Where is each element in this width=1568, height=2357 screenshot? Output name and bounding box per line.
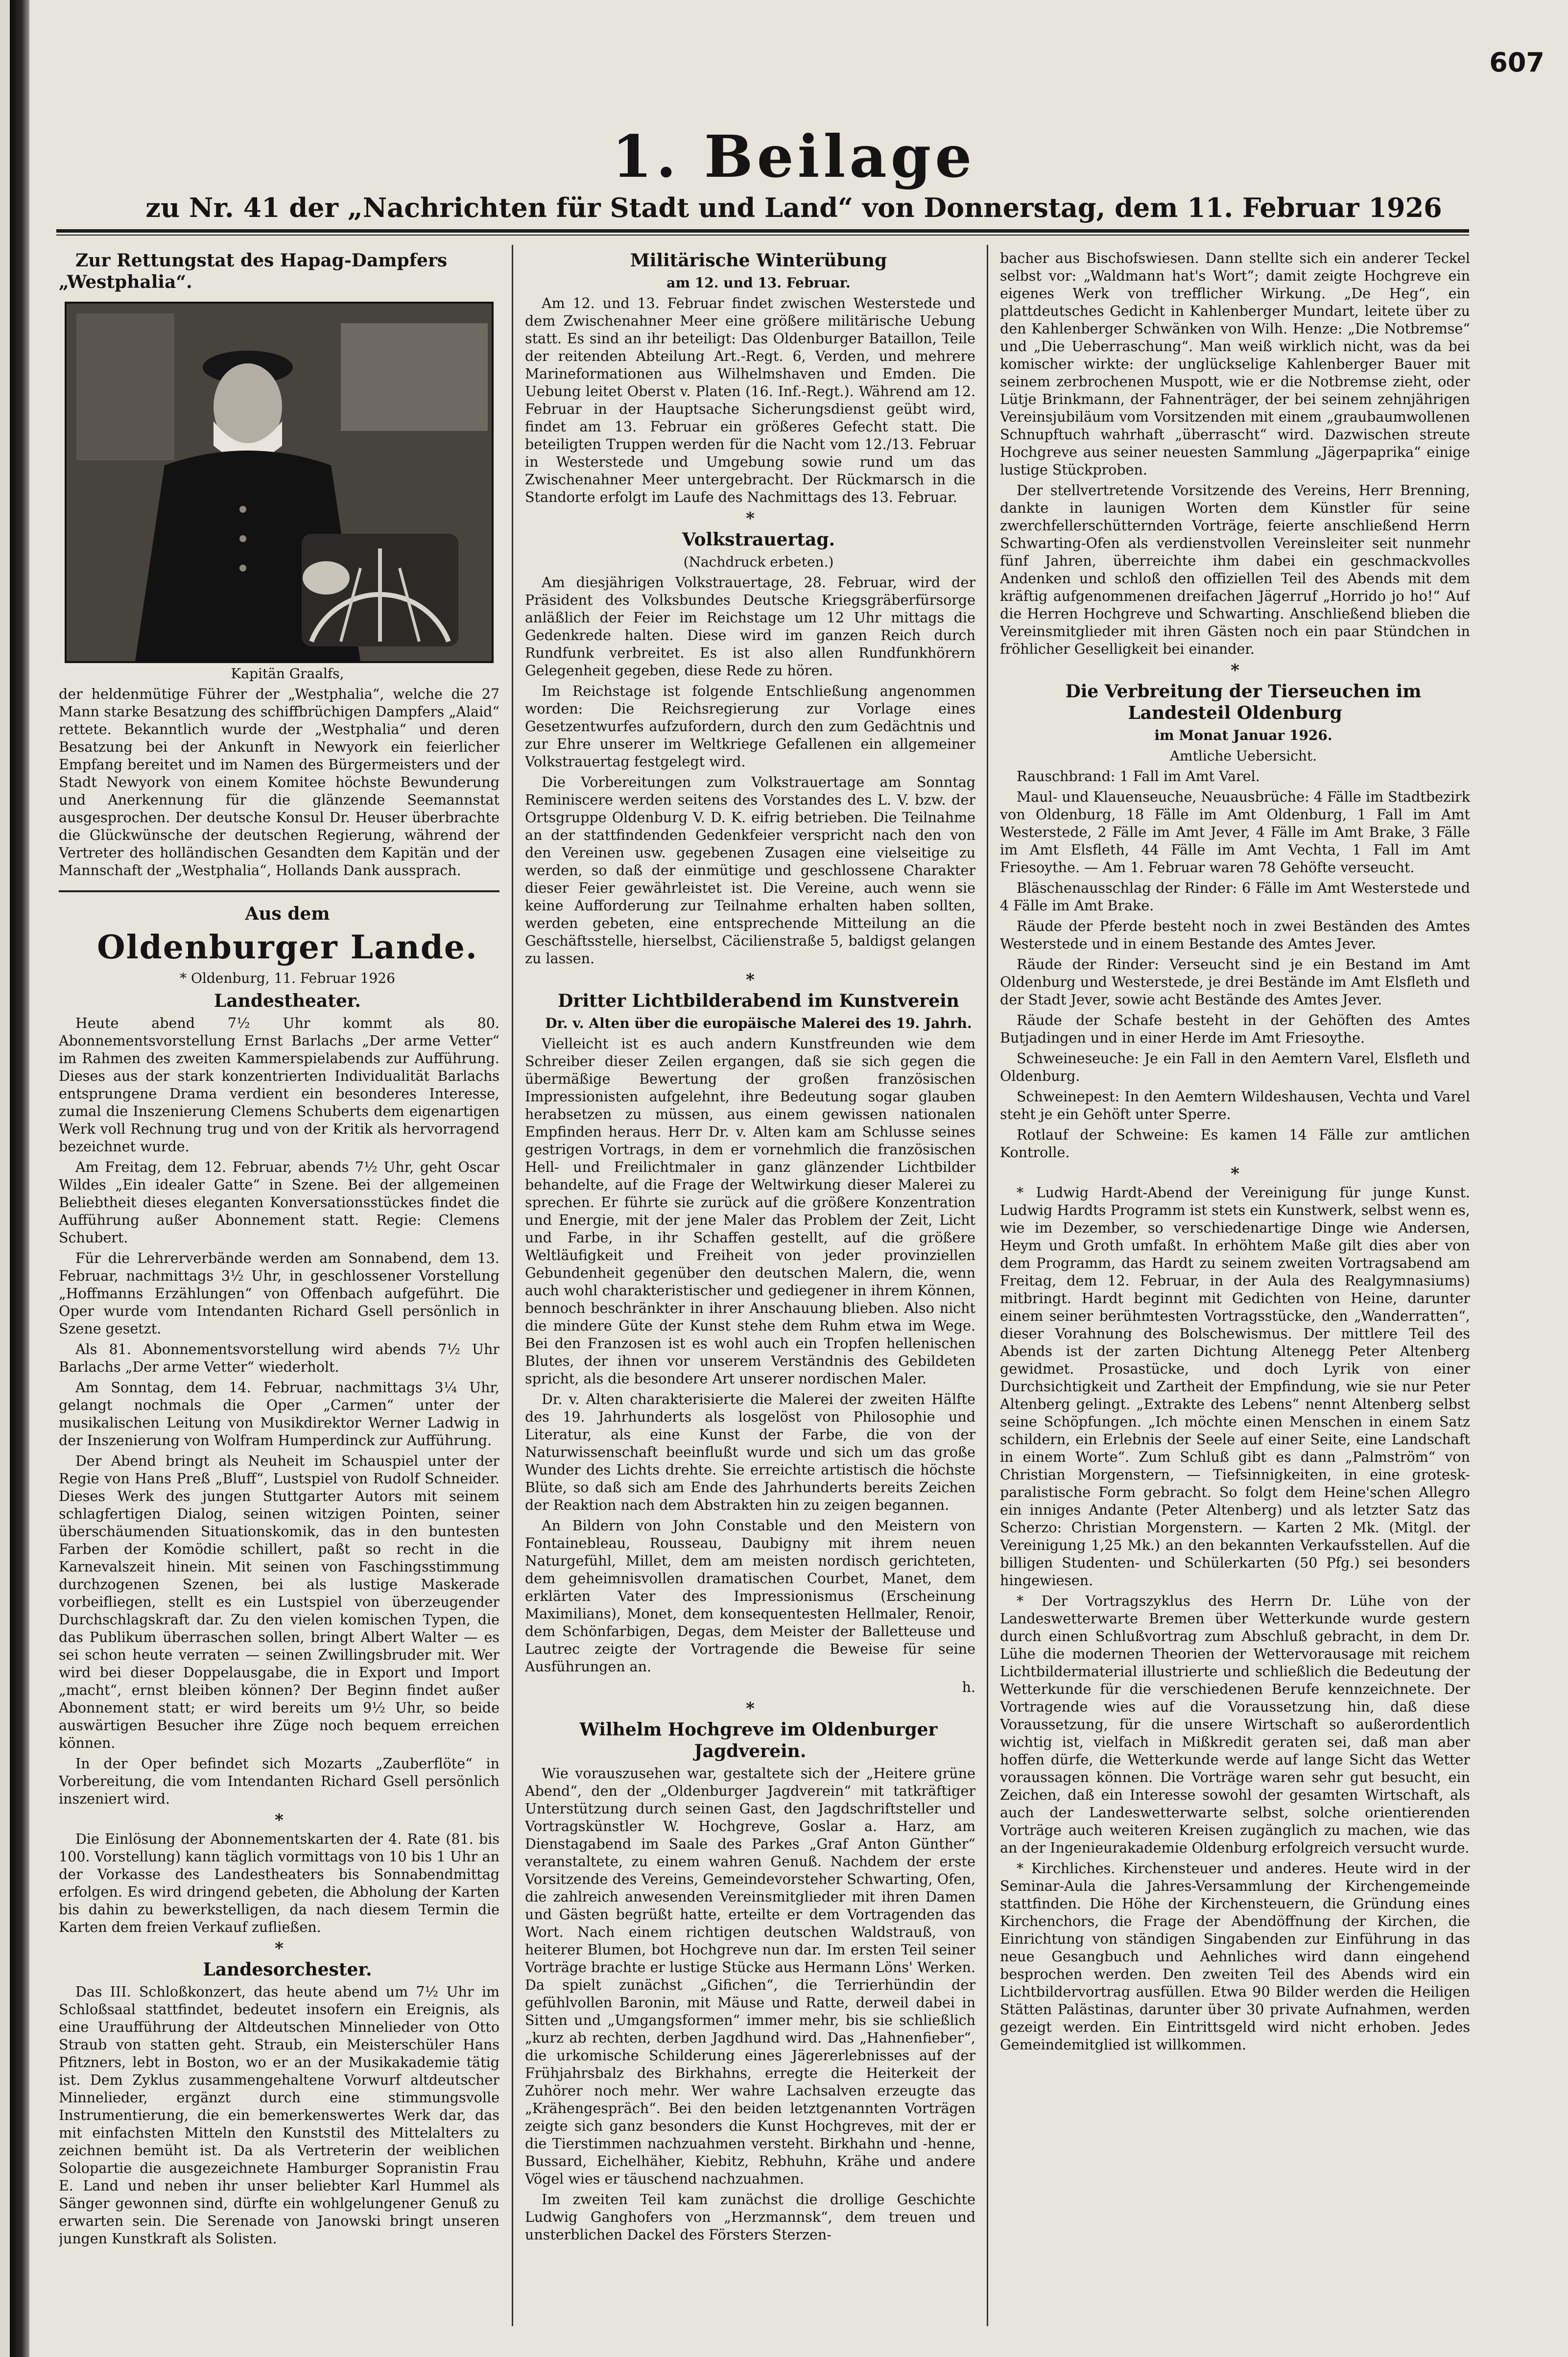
article-note: (Nachdruck erbeten.) xyxy=(683,554,834,570)
article-hunting-continued xyxy=(1000,250,1470,658)
article-military xyxy=(525,250,975,506)
paragraph: Heute abend 7½ Uhr kommt als 80. Abonnementsvorstellung Ernst Barlachs „Der arme Vetter“ im Rahmen des zweiten Kammerspielabends zur Aufführung. Dieses aus der stark konzentrierten Individualität Barlachs entsprungene Drama verdient ein besonderes Interesse, zumal die Inszenierung Clemens Schuberts dem eigenartigen Werk voll Rechnung trug und von der Kritik als hervorragend bezeichnet wurde. xyxy=(59,1015,499,1155)
paragraph: Bläschenausschlag der Rinder: 6 Fälle im Amt Westerstede und 4 Fälle im Amt Brake. xyxy=(1000,880,1470,914)
separator-star: * xyxy=(275,1810,284,1830)
article-heading: Landesorchester. xyxy=(203,1959,372,1980)
column-1 xyxy=(59,250,499,2326)
separator-star: * xyxy=(746,970,755,990)
paragraph: Im zweiten Teil kam zunächst die drollige Geschichte Ludwig Ganghofers von „Herzmannsk“, dem treuen und unsterblichen Dackel des Försters Sterzen- xyxy=(525,2191,975,2243)
paragraph: Am Freitag, dem 12. Februar, abends 7½ Uhr, geht Oscar Wildes „Ein idealer Gatte“ in Szene. Bei der allgemeinen Beliebtheit dieses eleganten Konversationsstückes findet die Aufführung außer Abonnement statt. Regie: Clemens Schubert. xyxy=(59,1159,499,1246)
photo-caption-name: Kapitän Graalfs, xyxy=(231,666,344,682)
article-subheading: Dr. v. Alten über die europäische Malerei des 19. Jahrh. xyxy=(545,1015,972,1031)
paragraph: * Kirchliches. Kirchensteuer und anderes. Heute wird in der Seminar-Aula die Jahres-Versammlung der Kirchengemeinde stattfinden. Die Höhe der Kirchensteuern, die Gründung eines Kirchenchors, die Frage der Abendöffnung der Kirchen, die Einrichtung von ständigen Singabenden zur Einführung in das neue Gesangbuch und Aehnliches wird dann eingehend besprochen werden. Den zweiten Teil des Abends wird ein Lichtbildervortrag ausfüllen. Etwa 90 Bilder werden die Heiligen Stätten Palästinas, darunter über 30 private Aufnahmen, werden gezeigt werden. Ein Eintrittsgeld wird nicht erhoben. Jedes Gemeindemitglied ist willkommen. xyxy=(1000,1860,1470,2053)
article-note: Amtliche Uebersicht. xyxy=(1169,748,1317,764)
article-heading: Zur Rettungstat des Hapag-Dampfers „Westphalia“. xyxy=(59,250,448,292)
paragraph: Im Reichstage ist folgende Entschließung angenommen worden: Die Reichsregierung zur Vorlage eines Gesetzentwurfes aufzufordern, durch den zum Gedächtnis und zur Ehre unserer im Weltkriege Gefallenen ein allgemeiner Volkstrauertag festgelegt wird. xyxy=(525,683,975,770)
paragraph: An Bildern von John Constable und den Meistern von Fontainebleau, Rousseau, Daubigny mit ihrem neuen Naturgefühl, Millet, dem am meisten nordisch gerichteten, dem geheimnisvollen dramatischen Courbet, Manet, dem erklärten Vater des Impressionismus (Erscheinung Maximilians), Monet, dem konsequentesten Hellmaler, Renoir, dem Schönfarbigen, Degas, dem Meister der Balletteuse und Lautrec zeigte der Vortragende die Beweise für seine Ausführungen an. xyxy=(525,1518,975,1675)
masthead-rule xyxy=(56,229,1469,236)
separator-star: * xyxy=(1231,1164,1239,1184)
article-orchestra xyxy=(59,1959,499,2248)
section-heading-small: Aus dem xyxy=(245,904,330,924)
section-heading-big: Oldenburger Lande. xyxy=(97,928,478,966)
paragraph: * Ludwig Hardt-Abend der Vereinigung für junge Kunst. Ludwig Hardts Programm ist stets ein Kunstwerk, selbst wenn es, wie im Dezember, so verschiedenartige Dinge wie Andersen, Heym und Groth umfaßt. In erhöhtem Maße gilt dies aber von dem Programm, das Hardt zu seinem zweiten Vortragsabend am Freitag, dem 12. Februar, in der Aula des Realgymnasiums) mitbringt. Hardt beginnt mit Gedichten von Heine, darunter einem seiner berühmtesten Vortragsstücke, den „Wanderratten“, dieser Vorahnung des Bolschewismus. Der mittlere Teil des Abends ist der zarten Dichtung Altenegg Peter Altenberg gewidmet. Prosastücke, und doch Lyrik von einer Durchsichtigkeit und Zartheit der Empfindung, wie sie nur Peter Altenberg gelingt. „Extrakte des Lebens“ nennt Altenberg selbst seine Schöpfungen. „Ich möchte einen Menschen in einem Satz schildern, ein Erlebnis der Seele auf einer Seite, eine Landschaft in einem Worte“. Zum Schluß gibt es dann „Palmström“ von Christian Morgenstern, — Tiefsinnigkeiten, in eine grotesk-paralistische Form gebracht. So folgt dem Heine'schen Allegro ein inniges Andante (Peter Altenberg) und als letzter Satz das Scherzo: Christian Morgenstern. — Karten 2 Mk. (Mitgl. der Vereinigung 1,25 Mk.) an den bekannten Verkaufsstellen. Auf die billigen Studenten- und Schülerkarten (50 Pfg.) sei besonders hingewiesen. xyxy=(1000,1185,1470,1589)
paragraph: Räude der Schafe besteht in der Gehöften des Amtes Butjadingen und in einer Herde im Amt Friesoythe. xyxy=(1000,1012,1470,1046)
article-subheading: im Monat Januar 1926. xyxy=(1154,727,1332,743)
captain-photo-illustration xyxy=(67,304,492,661)
paragraph: Räude der Rinder: Verseucht sind je ein Bestand im Amt Oldenburg und Westerstede, je drei Bestände im Amt Elsfleth und der Stadt Jever, sowie acht Bestände des Amtes Jever. xyxy=(1000,956,1470,1008)
paragraph: bacher aus Bischofswiesen. Dann stellte sich ein anderer Teckel selbst vor: „Waldmann hat's Wort“; damit zeigte Hochgreve ein eigenes Werk von trefflicher Wirkung. „De Heg“, ein plattdeutsches Gedicht in Kahlenberger Mundart, leitete über zu den Kahlenberger Schwänken von Wilh. Henze: „Die Notbremse“ und „Die Ueberraschung“. Man weiß wirklich nicht, was da bei komischer wirkte: der unglückselige Kahlenberger Bauer mit seinem zerbrochenen Muspott, wie er die Notbremse zieht, oder Lütje Brinkmann, der Fahnenträger, der bei seinem zehnjährigen Vereinsjubiläum vom Vorsitzenden mit einem „graubaumwollenen Schnupftuch wahrhaft „überrascht“ wird. Dazwischen streute Hochgreve aus seiner neuesten Sammlung „Jägerpaprika“ einige lustige Stückproben. xyxy=(1000,250,1470,478)
column-3 xyxy=(1000,250,1470,2326)
column-rule xyxy=(987,245,988,2326)
supplement-subtitle: zu Nr. 41 der „Nachrichten für Stadt und Land“ von Donnerstag, dem 11. Februar 1926 xyxy=(145,192,1442,223)
article-subheading: am 12. und 13. Februar. xyxy=(666,275,851,291)
paragraph: Die Einlösung der Abonnementskarten der 4. Rate (81. bis 100. Vorstellung) kann täglich vormittags von 10 bis 1 Uhr an der Vorkasse des Landestheaters bis Sonnabendmittag erfolgen. Es wird dringend gebeten, die Abholung der Karten bis dahin zu bewerkstelligen, da nach diesem Termin die Karten dem freien Verkauf zufließen. xyxy=(59,1831,499,1935)
captain-photo xyxy=(65,302,494,663)
article-heading: Die Verbreitung der Tierseuchen im Landesteil Oldenburg xyxy=(1065,681,1422,723)
paragraph: Als 81. Abonnementsvorstellung wird abends 7½ Uhr Barlachs „Der arme Vetter“ wiederholt. xyxy=(59,1341,499,1375)
paragraph: Wie vorauszusehen war, gestaltete sich der „Heitere grüne Abend“, den der „Oldenburger Jagdverein“ mit tatkräftiger Unterstützung durch seinen Gast, den Jagdschriftsteller und Vortragskünstler W. Hochgreve, Goslar a. Harz, am Dienstagabend im Saale des Parkes „Graf Anton Günther“ veranstaltete, zu einem wahren Genuß. Nachdem der erste Vorsitzende des Vereins, Gemeindevorsteher Schwarting, Ofen, die zahlreich anwesenden Vereinsmitglieder mit ihren Damen und Gästen begrüßt hatte, erteilte er dem Vortragenden das Wort. Nach einem richtigen deutschen Waldstrauß, von heiterer Blumen, bot Hochgreve nun dar. Im ersten Teil seiner Vorträge brachte er lustige Stücke aus Hermann Löns' Werken. Da spielt zunächst „Gifichen“, die Terrierhündin der gefühlvollen Baronin, mit Mäuse und Ratte, derweil dabei in Sitten und „Umgangsformen“ immer mehr, bis sie schließlich „kurz ab rechten, derben Jagdhund wird. Das „Hahnenfieber“, die urkomische Schilderung eines Jägererlebnisses auf der Frühjahrsbalz des Birkhahns, erregte die Heiterkeit der Zuhörer noch mehr. Wer wahre Lachsalven erzeugte das „Krähengespräch“. Bei den beiden letztgenannten Vorträgen zeigte sich ganz besonders die Kunst Hochgreves, mit der er die Tierstimmen nachzuahmen versteht. Birkhahn und -henne, Bussard, Eichelhäher, Kiebitz, Rebhuhn, Krähe und andere Vögel wies er täuschend nachzuahmen. xyxy=(525,1765,975,2187)
separator-star: * xyxy=(746,509,755,528)
article-lecture xyxy=(525,990,975,1696)
article-mourning xyxy=(525,529,975,968)
paragraph: Für die Lehrerverbände werden am Sonnabend, dem 13. Februar, nachmittags 3½ Uhr, in geschlossener Vorstellung „Hoffmanns Erzählungen“ von Offenbach aufgeführt. Die Oper wurde vom Intendanten Richard Gsell persönlich in Szene gesetzt. xyxy=(59,1250,499,1337)
section-oldenburg xyxy=(59,903,499,987)
article-animal-diseases xyxy=(1000,681,1470,1162)
section-divider xyxy=(59,890,499,892)
paragraph: Die Vorbereitungen zum Volkstrauertage am Sonntag Reminiscere werden seitens des Vorstandes des L. V. bzw. der Ortsgruppe Oldenburg V. D. K. eifrig betrieben. Die Teilnahme an der stattfindenden Gedenkfeier verspricht nach den von den Vereinen usw. gegebenen Zusagen eine vielseitige zu werden, so daß der einmütige und geschlossene Charakter dieser Feier gewährleistet ist. Die Vereine, auch wenn sie keine Aufforderung zur Teilnahme erhalten haben sollten, werden gebeten, eine entsprechende Mitteilung an die Geschäftsstelle, hierselbst, Cäcilienstraße 5, baldigst gelangen zu lassen. xyxy=(525,774,975,967)
column-rule xyxy=(512,245,513,2326)
binding-spine xyxy=(10,0,29,2357)
article-theater xyxy=(59,990,499,1936)
article-heading: Volkstrauertag. xyxy=(682,529,835,550)
article-signature: h. xyxy=(962,1679,975,1695)
paragraph: Vielleicht ist es auch andern Kunstfreunden wie dem Schreiber dieser Zeilen ergangen, daß sie sich gegen die übermäßige Bewertung der großen französischen Impressionisten aufgelehnt, ihre Bedeutung sogar glauben herabsetzen zu müssen, aus einem gewissen nationalen Empfinden heraus. Herr Dr. v. Alten kam am Schlusse seines gestrigen Vortrags, in dem er vornehmlich die französischen Hell- und Freilichtmaler in ganz glänzender Lichtbilder behandelte, auf die Frage der Weltwirkung dieser Malerei zu sprechen. Er führte sie zurück auf die größere Konzentration und Energie, mit der jene Maler das Problem der Zeit, Licht und Farbe, in ihr Schaffen gestellt, auf die größere Weltläufigkeit und Freiheit von jeder provinziellen Gebundenheit gegenüber den deutschen Malern, die, wenn auch wohl charakteristischer und gediegener in ihrem Können, bennoch beschränkter in ihrer Anschauung blieben. Also nicht die mindere Güte der Kunst stehe dem Ruhm etwa im Wege. Bei den Franzosen ist es wohl auch ein Tropfen hellenischen Blutes, der ihnen vor unserem Verständnis des Gebildeten spricht, als die besondere Art unserer nordischen Maler. xyxy=(525,1036,975,1387)
paragraph: Der Abend bringt als Neuheit im Schauspiel unter der Regie von Hans Preß „Bluff“, Lustspiel von Rudolf Schneider. Dieses Werk des jungen Stuttgarter Autors mit seinem schlagfertigen Dialog, seinen witzigen Pointen, seiner überschäumenden Situationskomik, das in den buntesten Farben der Komödie schillert, paßt so recht in die Karnevalszeit hinein. Mit seinen von Faschingsstimmung durchzogenen Szenen, bei als lustige Maskerade vorbeifliegen, stellt es ein Lustspiel von überzeugender Durchschlagskraft dar. Zu den vielen komischen Typen, die das Publikum überraschen sollen, bringt Albert Walter — es sei schon heute verraten — seinen Zwillingsbruder mit. Wer wird bei dieser Doppelausgabe, die in Export und Import „macht“, ernst bleiben können? Der Beginn findet außer Abonnement statt; er wird bereits um 9½ Uhr, so beide auswärtigen Besucher ihre Züge noch bequem erreichen können. xyxy=(59,1453,499,1751)
article-heading: Dritter Lichtbilderabend im Kunstverein xyxy=(558,991,959,1011)
column-2 xyxy=(525,250,975,2326)
paragraph: Maul- und Klauenseuche, Neuausbrüche: 4 Fälle im Stadtbezirk von Oldenburg, 18 Fälle im Amt Oldenburg, 1 Fall im Amt Westerstede, 2 Fälle im Amt Jever, 4 Fälle im Amt Brake, 3 Fälle im Amt Elsfleth, 44 Fälle im Amt Vechta, 1 Fall im Amt Friesoythe. — Am 1. Februar waren 78 Gehöfte verseucht. xyxy=(1000,789,1470,876)
paragraph: Schweinepest: In den Aemtern Wildeshausen, Vechta und Varel steht je ein Gehöft unter Sperre. xyxy=(1000,1089,1470,1122)
article-hunting xyxy=(525,1719,975,2244)
paragraph: Am diesjährigen Volkstrauertage, 28. Februar, wird der Präsident des Volksbundes Deutsche Kriegsgräberfürsorge anläßlich der Feier im Reichstage um 12 Uhr mittags die Gedenkrede halten. Diese wird im ganzen Reich durch Rundfunk verbreitet. Es ist also allen Rundfunkhörern Gelegenheit gegeben, diese Rede zu hören. xyxy=(525,574,975,679)
paragraph: Am 12. und 13. Februar findet zwischen Westerstede und dem Zwischenahner Meer eine größere militärische Uebung statt. Es sind an ihr beteiligt: Das Oldenburger Bataillon, Teile der reitenden Abteilung Art.-Regt. 6, Verden, und mehrere Marineformationen aus Wilhelmshaven und Emden. Die Uebung leitet Oberst v. Platen (16. Inf.-Regt.). Während am 12. Februar in der Hauptsache Sicherungsdienst geübt wird, findet am 13. Februar ein größeres Gefecht statt. Die beteiligten Truppen werden für die Nacht vom 12./13. Februar in Westerstede und Umgebung sowie rund um das Zwischenahner Meer untergebracht. Der Rückmarsch in die Standorte erfolgt im Laufe des Nachmittags des 13. Februar. xyxy=(525,295,975,505)
paragraph: Räude der Pferde besteht noch in zwei Beständen des Amtes Westerstede und in einem Bestande des Amtes Jever. xyxy=(1000,918,1470,952)
paragraph: In der Oper befindet sich Mozarts „Zauberflöte“ in Vorbereitung, die vom Intendanten Richard Gsell persönlich inszeniert wird. xyxy=(59,1756,499,1807)
article-heading: Wilhelm Hochgreve im Oldenburger Jagdverein. xyxy=(579,1719,938,1762)
article-local-notes xyxy=(1000,1184,1470,2054)
paragraph: * Der Vortragszyklus des Herrn Dr. Lühe von der Landeswetterwarte Bremen über Wetterkunde wurde gestern durch einen Schlußvortrag zum Abschluß gebracht, in dem Dr. Lühe die modernen Theorien der Wettervorausage mit reichem Lichtbildermaterial illustrierte und schließlich die Bedeutung der Wetterkunde für die verschiedenen Berufe kennzeichnete. Der Vortragende wies auf die Voraussetzung hin, daß diese Voraussetzung, für die unsere Wirtschaft so außerordentlich wichtig ist, vielfach in Mißkredit geraten sei, daß man aber hoffen dürfe, die Wetterkunde werde auf lange Sicht das Wetter voraussagen können. Die Vorträge waren sehr gut besucht, ein Zeichen, daß ein Interesse sowohl der gesamten Wirtschaft, als auch der Landeswetterwarte selbst, solche orientierenden Vorträge auch weiteren Kreisen zugänglich zu machen, wie das an der Ingenieurakademie Oldenburg erfolgreich versucht wurde. xyxy=(1000,1593,1470,1856)
article-heading: Militärische Winterübung xyxy=(630,250,887,271)
paragraph: Dr. v. Alten charakterisierte die Malerei der zweiten Hälfte des 19. Jahrhunderts als losgelöst von Philosophie und Literatur, als eine Kunst der Farbe, die von der Naturwissenschaft beeinflußt wurde und sich um das große Wunder des Lichts drehte. Sie erreichte artistisch die höchste Blüte, so daß sich am Ende des Jahrhunderts bereits Zeichen der Reaktion nach dem Abstrakten hin zu zeigen begannen. xyxy=(525,1391,975,1513)
page-number: 607 xyxy=(1489,47,1544,78)
paragraph: Schweineseuche: Je ein Fall in den Aemtern Varel, Elsfleth und Oldenburg. xyxy=(1000,1050,1470,1084)
article-heading: Landestheater. xyxy=(214,991,361,1011)
paragraph: Rauschbrand: 1 Fall im Amt Varel. xyxy=(1017,768,1260,785)
paragraph: Rotlauf der Schweine: Es kamen 14 Fälle zur amtlichen Kontrolle. xyxy=(1000,1127,1470,1161)
supplement-title: 1. Beilage xyxy=(612,122,976,190)
paragraph: Am Sonntag, dem 14. Februar, nachmittags 3¼ Uhr, gelangt nochmals die Oper „Carmen“ unter der musikalischen Leitung von Musikdirektor Werner Ladwig in der Inszenierung von Wolfram Humperdinck zur Aufführung. xyxy=(59,1380,499,1449)
newspaper-page xyxy=(10,0,1568,2357)
paragraph: Das III. Schloßkonzert, das heute abend um 7½ Uhr im Schloßsaal stattfindet, bedeutet insofern ein Ereignis, als eine Uraufführung der Altdeutschen Minnelieder von Otto Straub von statten geht. Straub, ein Meisterschüler Hans Pfitzners, lebt in Boston, wo er an der Musikakademie tätig ist. Dem Zyklus zusammengehaltene Vorwurf altdeutscher Minnelieder, ergänzt durch eine stimmungsvolle Instrumentierung, die ein bemerkenswertes Werk dar, das mit einfachsten Mitteln den Kunststil des Mittelalters zu zeichnen bemüht ist. Da als Vertreterin der weiblichen Solopartie die ausgezeichnete Hamburger Sopranistin Frau E. Land und neben ihr unser beliebter Karl Hummel als Sänger gewonnen sind, dürfte ein wohlgelungener Genuß zu erwarten sein. Die Serenade von Janowski bringt unseren jungen Kunstkraft als Solisten. xyxy=(59,1984,499,2247)
separator-star: * xyxy=(1231,661,1239,680)
paragraph: Der stellvertretende Vorsitzende des Vereins, Herr Brenning, dankte in launigen Worten dem Künstler für seine zwerchfellerschütternden Vorträge, feierte anschließend Herrn Schwarting-Ofen als verdienstvollen Vereinsleiter seit nunmehr fünf Jahren, überreichte ihm dabei ein geschmackvolles Andenken und schloß den offiziellen Teil des Abends mit dem kräftig aufgenommenen dreifachen Jägerruf „Horrido jo ho!“ Auf die Herren Hochgreve und Schwarting. Anschließend blieben die Vereinsmitglieder mit ihren Gästen noch ein paar Stündchen in fröhlicher Geselligkeit bei einander. xyxy=(1000,482,1470,657)
article-rescue xyxy=(59,250,499,880)
separator-star: * xyxy=(275,1939,284,1958)
dateline: * Oldenburg, 11. Februar 1926 xyxy=(180,970,395,986)
photo-caption-text: der heldenmütige Führer der „Westphalia“, welche die 27 Mann starke Besatzung des schiffbrüchigen Dampfers „Alaid“ rettete. Bekanntlich wurde der „Westphalia“ und deren Besatzung bei der Ankunft in Newyork ein feierlicher Empfang bereitet und im Namen des Bürgermeisters und der Stadt Newyork von einem Komitee höchste Bewunderung und Anerkennung für die glänzende Seemannstat ausgesprochen. Der deutsche Konsul Dr. Heuser überbrachte die Glückwünsche der deutschen Regierung, während der Vertreter des holländischen Gesandten dem Kapitän und der Mannschaft der „Westphalia“, Hollands Dank aussprach. xyxy=(59,686,499,879)
separator-star: * xyxy=(746,1699,755,1718)
